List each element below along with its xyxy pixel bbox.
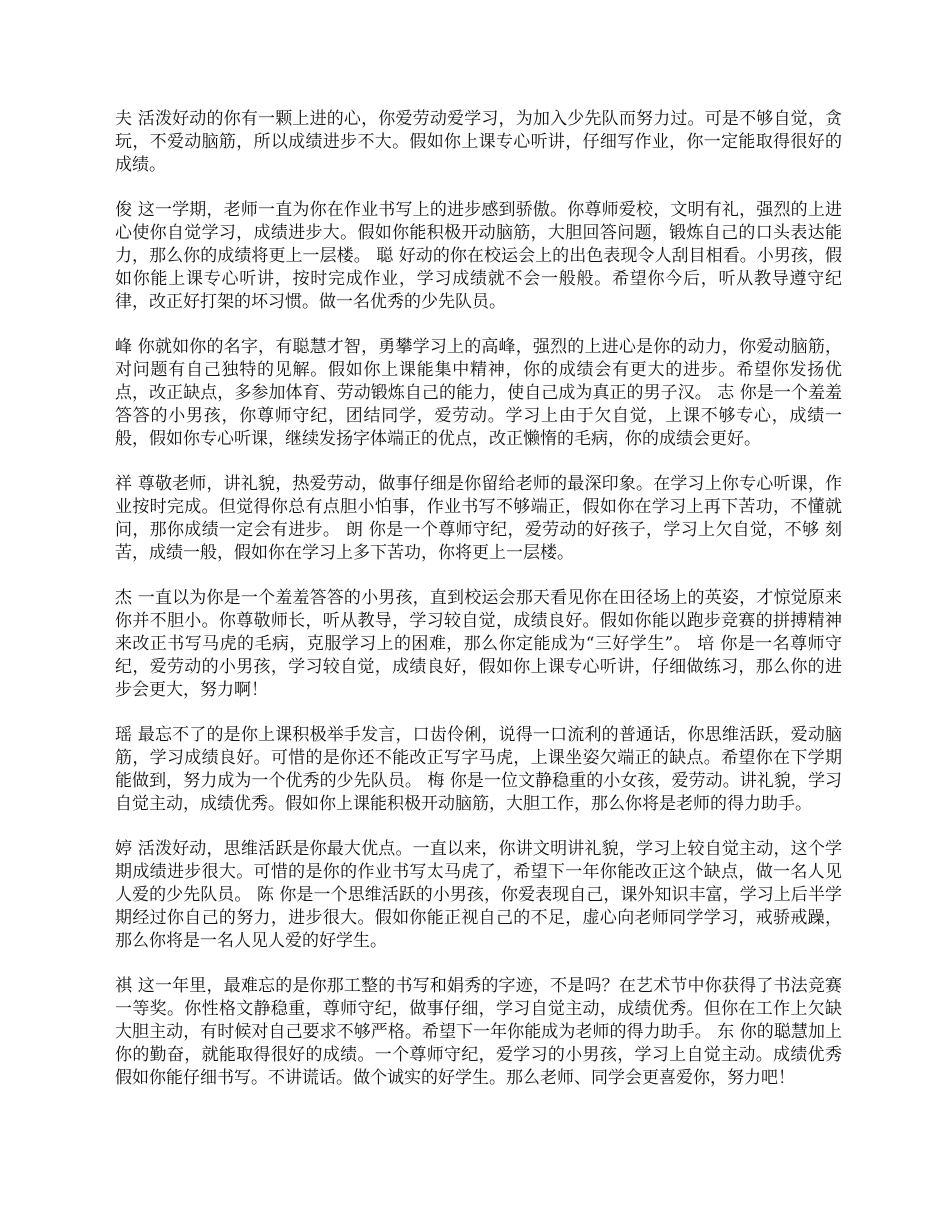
document-page (115, 108, 842, 1112)
comment-paragraph-jie-pei: 杰 一直以为你是一个羞羞答答的小男孩，直到校运会那天看见你在田径场上的英姿，才惊觉原来你并不胆小。你尊敬师长，听从教导，学习较自觉，成绩良好。假如你能以跑步竞赛的拼搏精神来改正书写马虎的毛病，克服学习上的困难，那么你定能成为“三好学生”。 培 你是一名尊师守纪，爱劳动的小男孩，学习较自觉，成绩良好，假如你上课专心听讲，仔细做练习，那么你的进步会更大，努力啊！ (115, 588, 842, 700)
comment-paragraph-ting-chen: 婷 活泼好动，思维活跃是你最大优点。一直以来，你讲文明讲礼貌，学习上较自觉主动，这个学期成绩进步很大。可惜的是你的作业书写太马虎了，希望下一年你能改正这个缺点，做一名人见人爱的少先队员。 陈 你是一个思维活跃的小男孩，你爱表现自己，课外知识丰富，学习上后半学期经过你自己的努力，进步很大。假如你能正视自己的不足，虚心向老师同学学习，戒骄戒躁，那么你将是一名人见人爱的好学生。 (115, 839, 842, 951)
comment-paragraph-yao-mei: 瑶 最忘不了的是你上课积极举手发言，口齿伶俐，说得一口流利的普通话，你思维活跃，爱动脑筋，学习成绩良好。可惜的是你还不能改正写字马虎，上课坐姿欠端正的缺点。希望你在下学期能做到，努力成为一个优秀的少先队员。 梅 你是一位文静稳重的小女孩，爱劳动。讲礼貌，学习自觉主动，成绩优秀。假如你上课能积极开动脑筋，大胆工作，那么你将是老师的得力助手。 (115, 725, 842, 814)
comment-paragraph-xiang-lang: 祥 尊敬老师，讲礼貌，热爱劳动，做事仔细是你留给老师的最深印象。在学习上你专心听课，作业按时完成。但觉得你总有点胆小怕事，作业书写不够端正，假如你在学习上再下苦功，不懂就问，那你成绩一定会有进步。 朗 你是一个尊师守纪，爱劳动的好孩子，学习上欠自觉，不够 刻苦，成绩一般，假如你在学习上多下苦功，你将更上一层楼。 (115, 474, 842, 563)
comment-paragraph-qi-dong: 祺 这一年里，最难忘的是你那工整的书写和娟秀的字迹，不是吗？在艺术节中你获得了书法竞赛一等奖。你性格文静稳重，尊师守纪，做事仔细，学习自觉主动，成绩优秀。但你在工作上欠缺大胆主动，有时候对自己要求不够严格。希望下一年你能成为老师的得力助手。 东 你的聪慧加上你的勤奋，就能取得很好的成绩。一个尊师守纪，爱学习的小男孩，学习上自觉主动。成绩优秀假如你能仔细书写。不讲谎话。做个诚实的好学生。那么老师、同学会更喜爱你，努力吧！ (115, 976, 842, 1088)
comment-paragraph-fu-jun: 夫 活泼好动的你有一颗上进的心，你爱劳动爱学习，为加入少先队而努力过。可是不够自觉，贪玩，不爱动脑筋，所以成绩进步不大。假如你上课专心听讲，仔细写作业，你一定能取得很好的成绩。 (115, 109, 842, 175)
comment-paragraph-jun-cong: 俊 这一学期，老师一直为你在作业书写上的进步感到骄傲。你尊师爱校，文明有礼，强烈的上进心使你自觉学习，成绩进步大。假如你能积极开动脑筋，大胆回答问题，锻炼自己的口头表达能力，那么你的成绩将更上一层楼。 聪 好动的你在校运会上的出色表现令人刮目相看。小男孩，假如你能上课专心听讲，按时完成作业，学习成绩就不会一般般。希望你今后，听从教导遵守纪律，改正好打架的坏习惯。做一名优秀的少先队员。 (115, 200, 842, 312)
comment-paragraph-feng-zhi: 峰 你就如你的名字，有聪慧才智，勇攀学习上的高峰，强烈的上进心是你的动力，你爱动脑筋，对问题有自己独特的见解。假如你上课能集中精神，你的成绩会有更大的进步。希望你发扬优点，改正缺点，多参加体育、劳动锻炼自己的能力，使自己成为真正的男子汉。 志 你是一个羞羞答答的小男孩，你尊师守纪，团结同学，爱劳动。学习上由于欠自觉，上课不够专心，成绩一般，假如你专心听课，继续发扬字体端正的优点，改正懒惰的毛病，你的成绩会更好。 (115, 337, 842, 449)
